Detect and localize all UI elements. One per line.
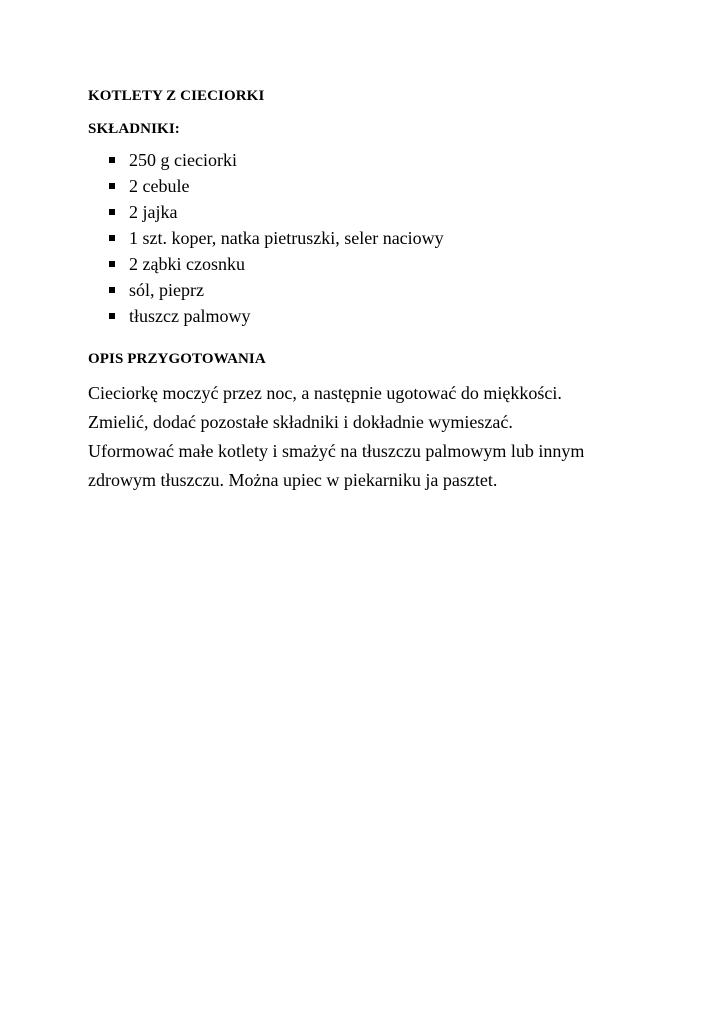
method-line: zdrowym tłuszczu. Można upiec w piekarniku ja pasztet.: [88, 470, 498, 490]
list-item: [109, 251, 648, 277]
ingredient-text: 2 cebule: [129, 176, 190, 196]
square-bullet-icon: [109, 261, 115, 267]
list-item: [109, 277, 648, 303]
method-line: Cieciorkę moczyć przez noc, a następnie ugotować do miękkości.: [88, 383, 562, 403]
ingredient-text: 250 g cieciorki: [129, 150, 237, 170]
method-line: Uformować małe kotlety i smażyć na tłuszczu palmowym lub innym: [88, 441, 585, 461]
list-item: [109, 225, 648, 251]
ingredient-text: 2 ząbki czosnku: [129, 254, 245, 274]
square-bullet-icon: [109, 183, 115, 189]
method-line: Zmielić, dodać pozostałe składniki i dokładnie wymieszać.: [88, 412, 513, 432]
square-bullet-icon: [109, 235, 115, 241]
method-description: [88, 379, 648, 495]
list-item: [109, 147, 648, 173]
square-bullet-icon: [109, 313, 115, 319]
square-bullet-icon: [109, 157, 115, 163]
ingredient-text: 2 jajka: [129, 202, 178, 222]
recipe-content: [88, 86, 648, 495]
square-bullet-icon: [109, 287, 115, 293]
list-item: [109, 173, 648, 199]
recipe-title: KOTLETY Z CIECIORKI: [88, 88, 265, 104]
list-item: [109, 199, 648, 225]
list-item: [109, 303, 648, 329]
ingredient-text: tłuszcz palmowy: [129, 306, 251, 326]
ingredients-list: [88, 147, 648, 329]
ingredient-text: 1 szt. koper, natka pietruszki, seler naciowy: [129, 228, 444, 248]
ingredient-text: sól, pieprz: [129, 280, 204, 300]
ingredients-heading: SKŁADNIKI:: [88, 121, 180, 137]
square-bullet-icon: [109, 209, 115, 215]
method-heading: OPIS PRZYGOTOWANIA: [88, 351, 266, 367]
